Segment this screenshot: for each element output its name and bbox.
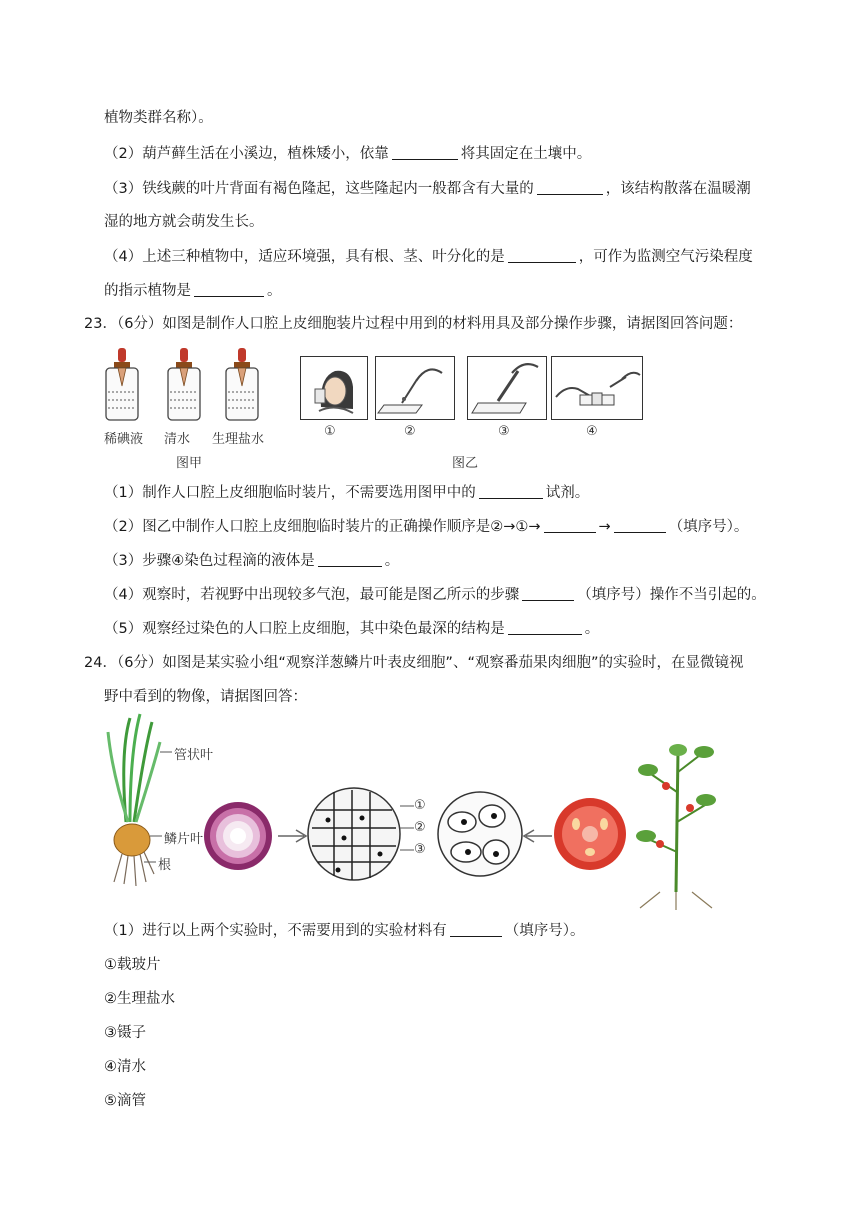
q23-sub5: （5）观察经过染色的人口腔上皮细胞，其中染色最深的结构是 。	[104, 618, 599, 639]
q23-sub4: （4）观察时，若视野中出现较多气泡，最可能是图乙所示的步骤 （填序号）操作不当引起的。	[104, 584, 766, 605]
q24-heading-line2: 野中看到的物像，请据图回答：	[104, 689, 307, 705]
option-2: ②生理盐水	[104, 991, 175, 1007]
answer-blank[interactable]	[614, 516, 666, 533]
step-label-4: ④	[586, 424, 598, 439]
tomato-plant-icon	[636, 744, 716, 910]
q22-line0: 植物类群名称）。	[104, 110, 213, 126]
answer-blank[interactable]	[479, 482, 543, 499]
dropper-bottles-figure	[104, 344, 279, 426]
label-tubular-leaf: 管状叶	[174, 748, 214, 763]
bottle-3-icon	[226, 348, 258, 420]
arrow-left-icon	[524, 830, 552, 842]
q22-sub3: （3）铁线蕨的叶片背面有褐色隆起，这些隆起内一般都含有大量的 ，该结构散落在温暖潮	[104, 178, 751, 199]
answer-blank[interactable]	[508, 618, 582, 635]
answer-blank[interactable]	[508, 246, 576, 263]
option-4: ④清水	[104, 1059, 146, 1075]
step-1-panel	[300, 356, 368, 420]
answer-blank[interactable]	[392, 143, 458, 160]
onion-tomato-figure	[100, 712, 720, 912]
figure-b-caption: 图乙	[452, 456, 479, 471]
q24-sub1: （1）进行以上两个实验时，不需要用到的实验材料有 （填序号）。	[104, 920, 584, 941]
q22-sub4-cont: 的指示植物是 。	[104, 280, 282, 301]
option-1: ①载玻片	[104, 957, 161, 973]
onion-plant-icon	[108, 714, 160, 886]
option-3: ③镊子	[104, 1025, 146, 1041]
rinse-mouth-icon	[301, 357, 367, 419]
step-2-panel	[375, 356, 455, 420]
drop-saline-icon	[376, 357, 454, 419]
scrape-cells-icon	[468, 357, 546, 419]
onion-cells-view	[308, 788, 400, 880]
label-root: 根	[158, 858, 172, 873]
step-label-3: ③	[498, 424, 510, 439]
bottle-label-saline: 生理盐水	[212, 432, 265, 447]
q22-sub2: （2）葫芦藓生活在小溪边，植株矮小，依靠 将其固定在土壤中。	[104, 143, 591, 164]
step-label-2: ②	[404, 424, 416, 439]
q23-sub3: （3）步骤④染色过程滴的液体是 。	[104, 550, 399, 571]
label-structure-2: ②	[414, 820, 426, 835]
tomato-cells-view	[438, 792, 522, 876]
label-scale-leaf: 鳞片叶	[164, 832, 204, 847]
label-structure-1: ①	[414, 798, 426, 813]
answer-blank[interactable]	[522, 584, 574, 601]
bottle-label-iodine: 稀碘液	[104, 432, 144, 447]
label-structure-3: ③	[414, 842, 426, 857]
stain-slide-icon	[552, 357, 642, 419]
tomato-slice-icon	[554, 798, 626, 870]
bottle-2-icon	[168, 348, 200, 420]
step-3-panel	[467, 356, 547, 420]
figure-a-caption: 图甲	[176, 456, 203, 471]
option-5: ⑤滴管	[104, 1093, 146, 1109]
onion-slice-icon	[204, 802, 272, 870]
answer-blank[interactable]	[537, 178, 603, 195]
bottle-1-icon	[106, 348, 138, 420]
step-4-panel	[551, 356, 643, 420]
answer-blank[interactable]	[450, 920, 502, 937]
answer-blank[interactable]	[544, 516, 596, 533]
arrow-right-icon	[278, 830, 306, 842]
bottle-label-water: 清水	[164, 432, 191, 447]
q23-sub1: （1）制作人口腔上皮细胞临时装片，不需要选用图甲中的 试剂。	[104, 482, 589, 503]
q23-sub2: （2）图乙中制作人口腔上皮细胞临时装片的正确操作顺序是②→①→ → （填序号）。	[104, 516, 748, 537]
q22-sub3-cont: 湿的地方就会萌发生长。	[104, 214, 264, 230]
q24-heading-line1: 24．（6分）如图是某实验小组“观察洋葱鳞片叶表皮细胞”、“观察番茄果肉细胞”的实验时，在显微镜视	[84, 655, 744, 671]
q22-sub4: （4）上述三种植物中，适应环境强，具有根、茎、叶分化的是 ，可作为监测空气污染程度	[104, 246, 753, 267]
q23-heading: 23．（6分）如图是制作人口腔上皮细胞装片过程中用到的材料用具及部分操作步骤，请据图回答问题：	[84, 316, 743, 332]
step-label-1: ①	[324, 424, 336, 439]
answer-blank[interactable]	[194, 280, 264, 297]
answer-blank[interactable]	[318, 550, 382, 567]
